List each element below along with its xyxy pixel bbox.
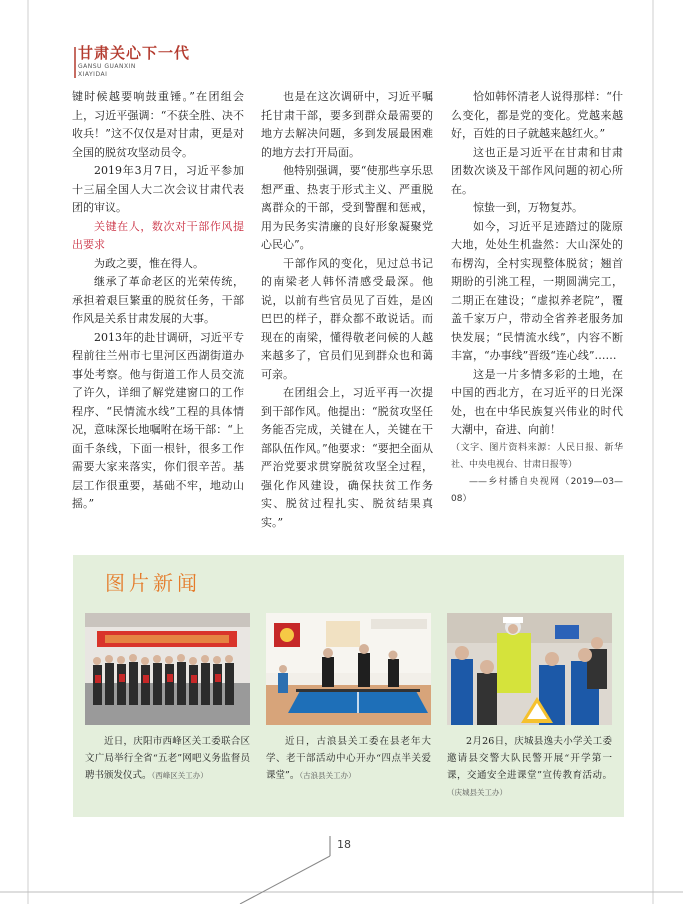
photo-caption-2: 近日，古浪县关工委在县老年大学、老干部活动中心开办“四点半关爱课堂”。（古浪县关工办） [266,736,431,781]
photo-traffic-safety-class [447,613,612,725]
source-note: ——乡村播自央视网（2019—03—08） [451,476,623,504]
article-paragraph: 为政之要，惟在得人。 [94,256,204,270]
article-paragraph: 惊蛰一到，万物复苏。 [473,201,583,214]
masthead-latin: GANSU GUANXIN XIAYIDAI [78,63,136,78]
article-paragraph: 恰如韩怀清老人说得那样：“什么变化，都是党的变化。党越来越好，百姓的日子就越来越红火。” [451,90,623,140]
article-column-2 [261,88,433,532]
photo-ceremony [85,613,250,725]
article-paragraph: 这是一片多情多彩的土地，在中国的西北方，在习近平的日光深处，也在中华民族复兴伟业的时代大潮中，奋进、向前！ [451,367,623,436]
photo-table-tennis [266,613,431,725]
article-paragraph: 也是在这次调研中，习近平嘱托甘肃干部，要多到群众最需要的地方去解决问题，多到发展最困难的地方去打开局面。 [261,90,433,159]
photo-caption-1: 近日，庆阳市西峰区关工委联合区文广局举行全省“五老”网吧义务监督员聘书颁发仪式。（西峰区关工办） [85,736,250,781]
section-heading: 关键在人，数次对干部作风提出要求 [72,219,244,251]
article-paragraph: 2019年3月7日，习近平参加十三届全国人大二次会议甘肃代表团的审议。 [72,164,244,214]
article-column-3 [451,88,623,508]
article-paragraph: 在团组会上，习近平再一次提到干部作风。他提出：“脱贫攻坚任务能否完成，关键在人，关键在干部队伍作风。”他要求：“要把全面从严治党要求贯穿脱贫攻坚全过程，强化作风建设，确保扶贫工作务实、脱贫过程扎实、脱贫结果真实。” [261,386,433,529]
article-paragraph: 如今，习近平足迹踏过的陇原大地，处处生机盎然：大山深处的布楞沟，全村实现整体脱贫；翘首期盼的引洮工程，一期圆满完工，二期正在建设；“虚拟养老院”，覆盖千家万户，带动全省养老服务加快发展；“民情流水线”，内容不断丰富，“办事线”晋级“连心线”…… [451,219,623,362]
masthead-title: 甘肃关心下一代 [78,44,191,62]
magazine-masthead [78,42,191,82]
article-paragraph: 干部作风的变化，见过总书记的南梁老人韩怀清感受最深。他说，以前有些官员见了百姓，是凶巴巴的样子，群众都不敢说话。而现在的南梁，懂得敬老问候的人越来越多了，官员们见到群众也和蔼可亲。 [261,256,433,381]
article-paragraph: 2013年的赴甘调研，习近平专程前往兰州市七里河区西湖街道办事处考察。他与街道工作人员交流了许久，详细了解党建窗口的工作程序、“民情流水线”工程的具体情况，意味深长地嘱咐在场干部：“上面千条线，下面一根针，很多工作需要大家来落实，你们很辛苦。基层工作很重要，基础不牢，地动山摇。” [72,330,244,510]
article-paragraph: 他特别强调，要“使那些享乐思想严重、热衷于形式主义、严重脱离群众的干部，受到警醒和惩戒，用为民务实清廉的良好形象凝聚党心民心”。 [261,164,433,251]
source-note: （文字、图片资料来源：人民日报、新华社、中央电视台、甘肃日报等） [451,442,623,470]
article-column-1 [72,88,244,514]
photo-caption-3: 2月26日，庆城县逸夫小学关工委邀请县交警大队民警开展“开学第一课，交通安全进课堂”宣传教育活动。（庆城县关工办） [447,736,612,797]
article-paragraph: 这也正是习近平在甘肃和甘肃团数次谈及干部作风问题的初心所在。 [451,145,623,196]
article-paragraph: 键时候越要响鼓重锤。”在团组会上，习近平强调：“不获全胜、决不收兵！”这不仅仅是对甘肃，更是对全国的脱贫攻坚动员令。 [72,90,244,159]
picture-news-section [73,555,624,817]
article-paragraph: 继承了革命老区的光荣传统，承担着艰巨繁重的脱贫任务，干部作风是关系甘肃发展的大事。 [72,275,244,325]
page-number: 18 [337,838,351,851]
picture-news-title: 图片新闻 [105,571,201,595]
